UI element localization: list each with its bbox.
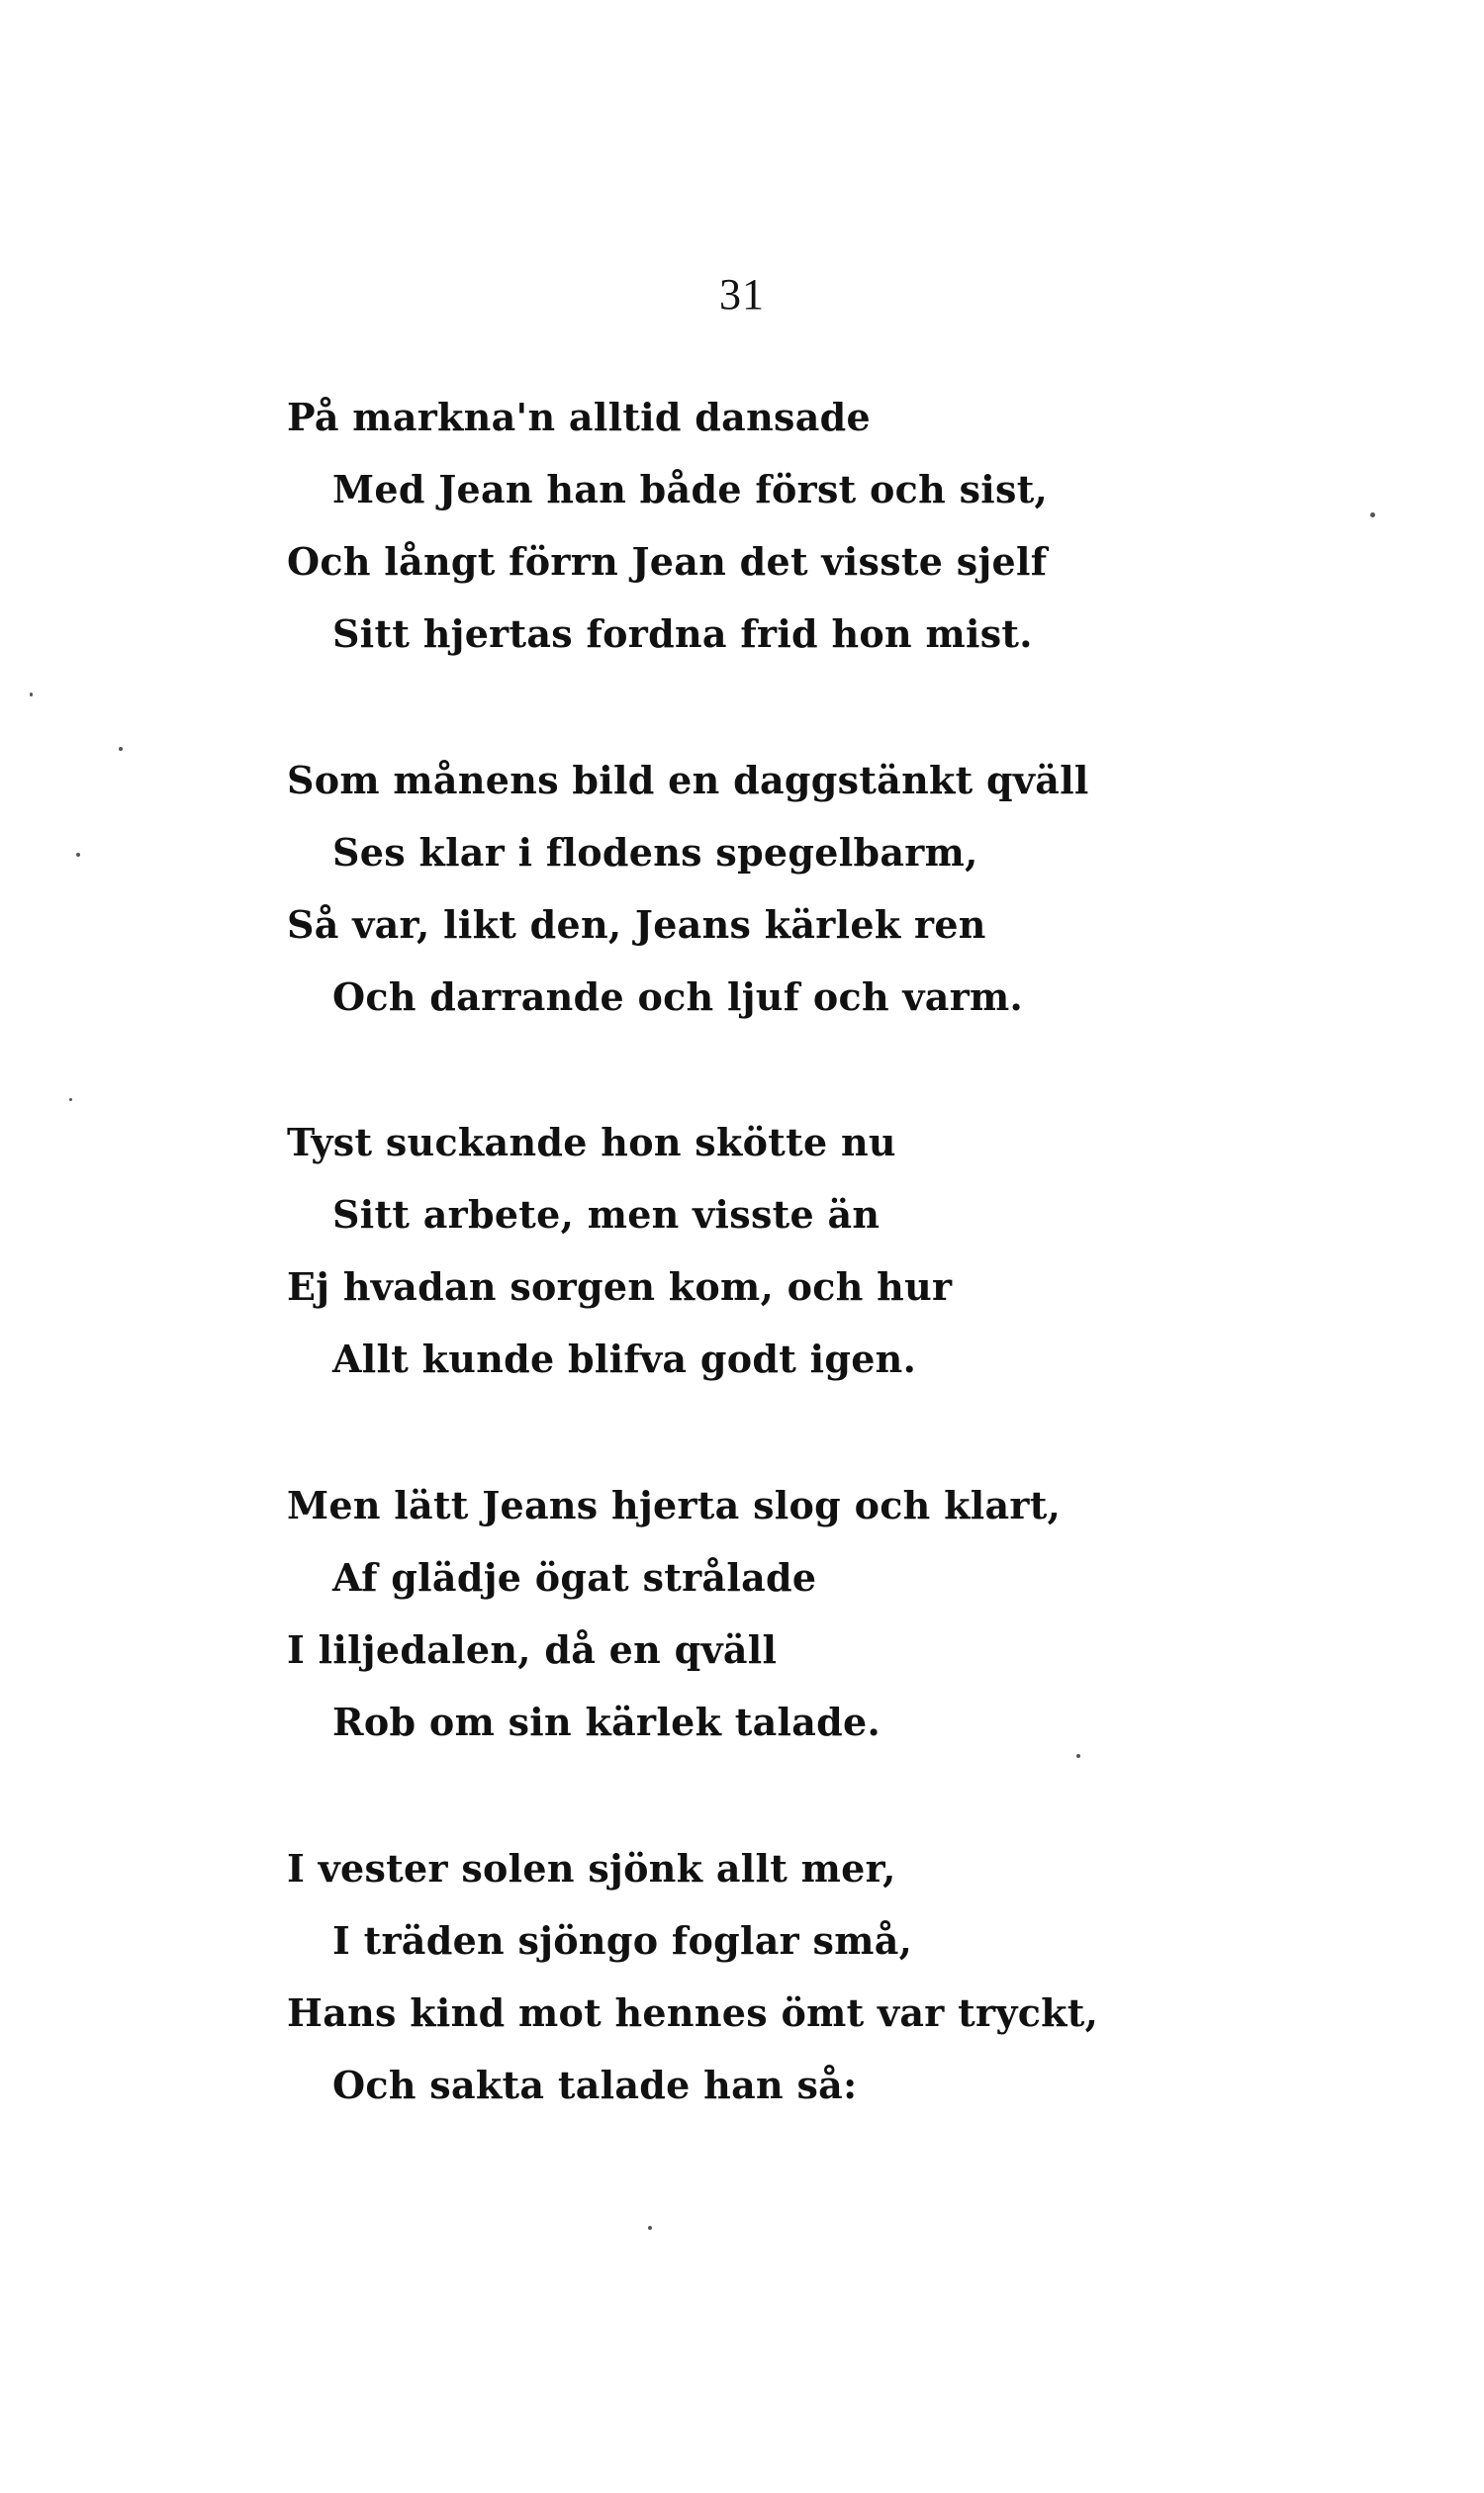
verse-line: Så var, likt den, Jeans kärlek ren [287,902,986,947]
verse-line: Rob om sin kärlek talade. [332,1700,881,1744]
verse-line: På markna'n alltid dansade [287,395,871,439]
verse-line: Sitt hjertas fordna frid hon mist. [332,611,1033,656]
scan-speck [1076,1754,1080,1758]
stanza-2 [287,744,1276,1033]
verse-line: Med Jean han både först och sist, [332,467,1049,511]
scan-speck [119,747,123,751]
page-number: 31 [719,270,765,319]
verse-line: Men lätt Jeans hjerta slog och klart, [287,1483,1062,1527]
verse-line: I träden sjöngo foglar små, [332,1918,913,1963]
stanza-3 [287,1106,1276,1395]
verse-line: Ej hvadan sorgen kom, och hur [287,1264,953,1309]
scan-speck [1370,512,1375,517]
verse-line: I liljedalen, då en qväll [287,1627,778,1672]
verse-line: Ses klar i flodens spegelbarm, [332,830,978,875]
scan-speck [30,692,33,696]
verse-line: Som månens bild en daggstänkt qväll [287,758,1089,802]
verse-line: Allt kunde blifva godt igen. [332,1337,917,1381]
scan-speck [69,1098,72,1101]
verse-line: Af glädje ögat strålade [332,1555,817,1600]
verse-line: Tyst suckande hon skötte nu [287,1120,896,1164]
verse-line: Och sakta talade han så: [332,2063,858,2107]
stanza-4 [287,1469,1276,1758]
verse-line: Och darrande och ljuf och varm. [332,974,1024,1019]
scan-speck [76,853,80,857]
stanza-5 [287,1832,1276,2121]
scan-speck [648,2226,652,2230]
verse-line: Hans kind mot hennes ömt var tryckt, [287,1990,1099,2035]
verse-line: I vester solen sjönk allt mer, [287,1846,896,1891]
stanza-1 [287,381,1276,670]
verse-line: Sitt arbete, men visste än [332,1192,881,1237]
verse-line: Och långt förrn Jean det visste sjelf [287,539,1048,584]
